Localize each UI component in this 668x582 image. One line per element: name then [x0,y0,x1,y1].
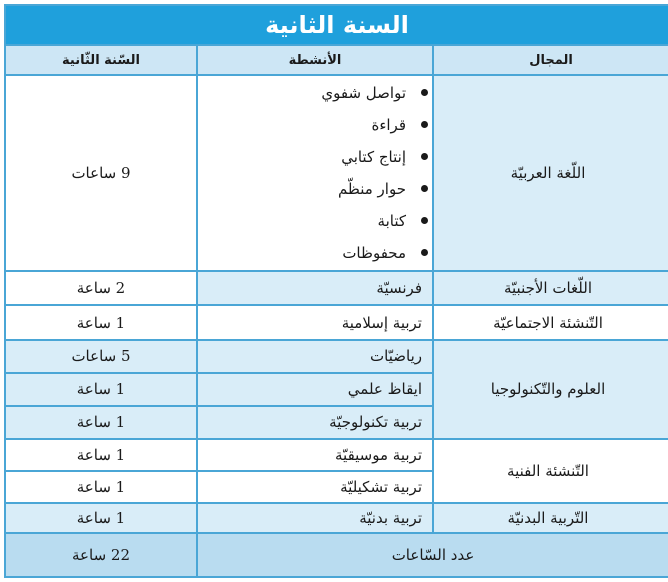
hours-science-1: 1 ساعة [5,373,197,406]
header-activities: الأنشطة [197,45,433,75]
activity-label: تواصل شفوي [321,84,406,103]
bullet-icon [421,153,428,160]
activity-pe: تربية بدنيّة [197,503,433,533]
hours-arts-1: 1 ساعة [5,471,197,503]
list-item [198,141,406,173]
activity-label: محفوظات [342,244,406,263]
field-science: العلوم والتّكنولوجيا [433,340,668,439]
list-item [198,173,406,205]
list-item [198,77,406,109]
table-row-science [5,340,668,373]
hours-science-2: 1 ساعة [5,406,197,439]
table-row-foreign [5,271,668,305]
activity-label: قراءة [371,116,406,135]
header-field: المجال [433,45,668,75]
list-item [198,237,406,269]
table-row-arts [5,439,668,471]
field-foreign: اللّغات الأجنبيّة [433,271,668,305]
title-row [5,5,668,45]
field-arabic: اللّغة العربيّة [433,75,668,271]
table-row-pe [5,503,668,533]
activity-science-1: ايقاظ علمي [197,373,433,406]
field-pe: التّربية البدنيّة [433,503,668,533]
list-item [198,205,406,237]
table-row-arabic [5,75,668,271]
activity-label: إنتاج كتابي [341,148,406,167]
activity-arts-1: تربية تشكيليّة [197,471,433,503]
timetable [4,4,668,578]
bullet-icon [421,185,428,192]
hours-foreign: 2 ساعة [5,271,197,305]
total-hours: 22 ساعة [5,533,197,577]
activity-social: تربية إسلامية [197,305,433,339]
bullet-icon [421,89,428,96]
hours-social: 1 ساعة [5,305,197,339]
header-year: السّنة الثّانية [5,45,197,75]
hours-science-0: 5 ساعات [5,340,197,373]
list-item [198,109,406,141]
bullet-icon [421,121,428,128]
hours-arts-0: 1 ساعة [5,439,197,471]
activities-arabic [197,75,433,271]
activities-list [198,77,432,269]
bullet-icon [421,217,428,224]
total-label: عدد السّاعات [197,533,668,577]
hours-arabic: 9 ساعات [5,75,197,271]
header-row [5,45,668,75]
activity-science-0: رياضيّات [197,340,433,373]
bullet-icon [421,249,428,256]
activity-label: كتابة [377,212,406,231]
field-social: التّنشئة الاجتماعيّة [433,305,668,339]
activity-science-2: تربية تكنولوجيّة [197,406,433,439]
activity-foreign: فرنسيّة [197,271,433,305]
table-row-social [5,305,668,339]
activity-label: حوار منظّم [337,180,406,199]
field-arts: التّنشئة الفنية [433,439,668,503]
total-row [5,533,668,577]
activity-arts-0: تربية موسيقيّة [197,439,433,471]
table-title: السنة الثانية [5,5,668,45]
hours-pe: 1 ساعة [5,503,197,533]
